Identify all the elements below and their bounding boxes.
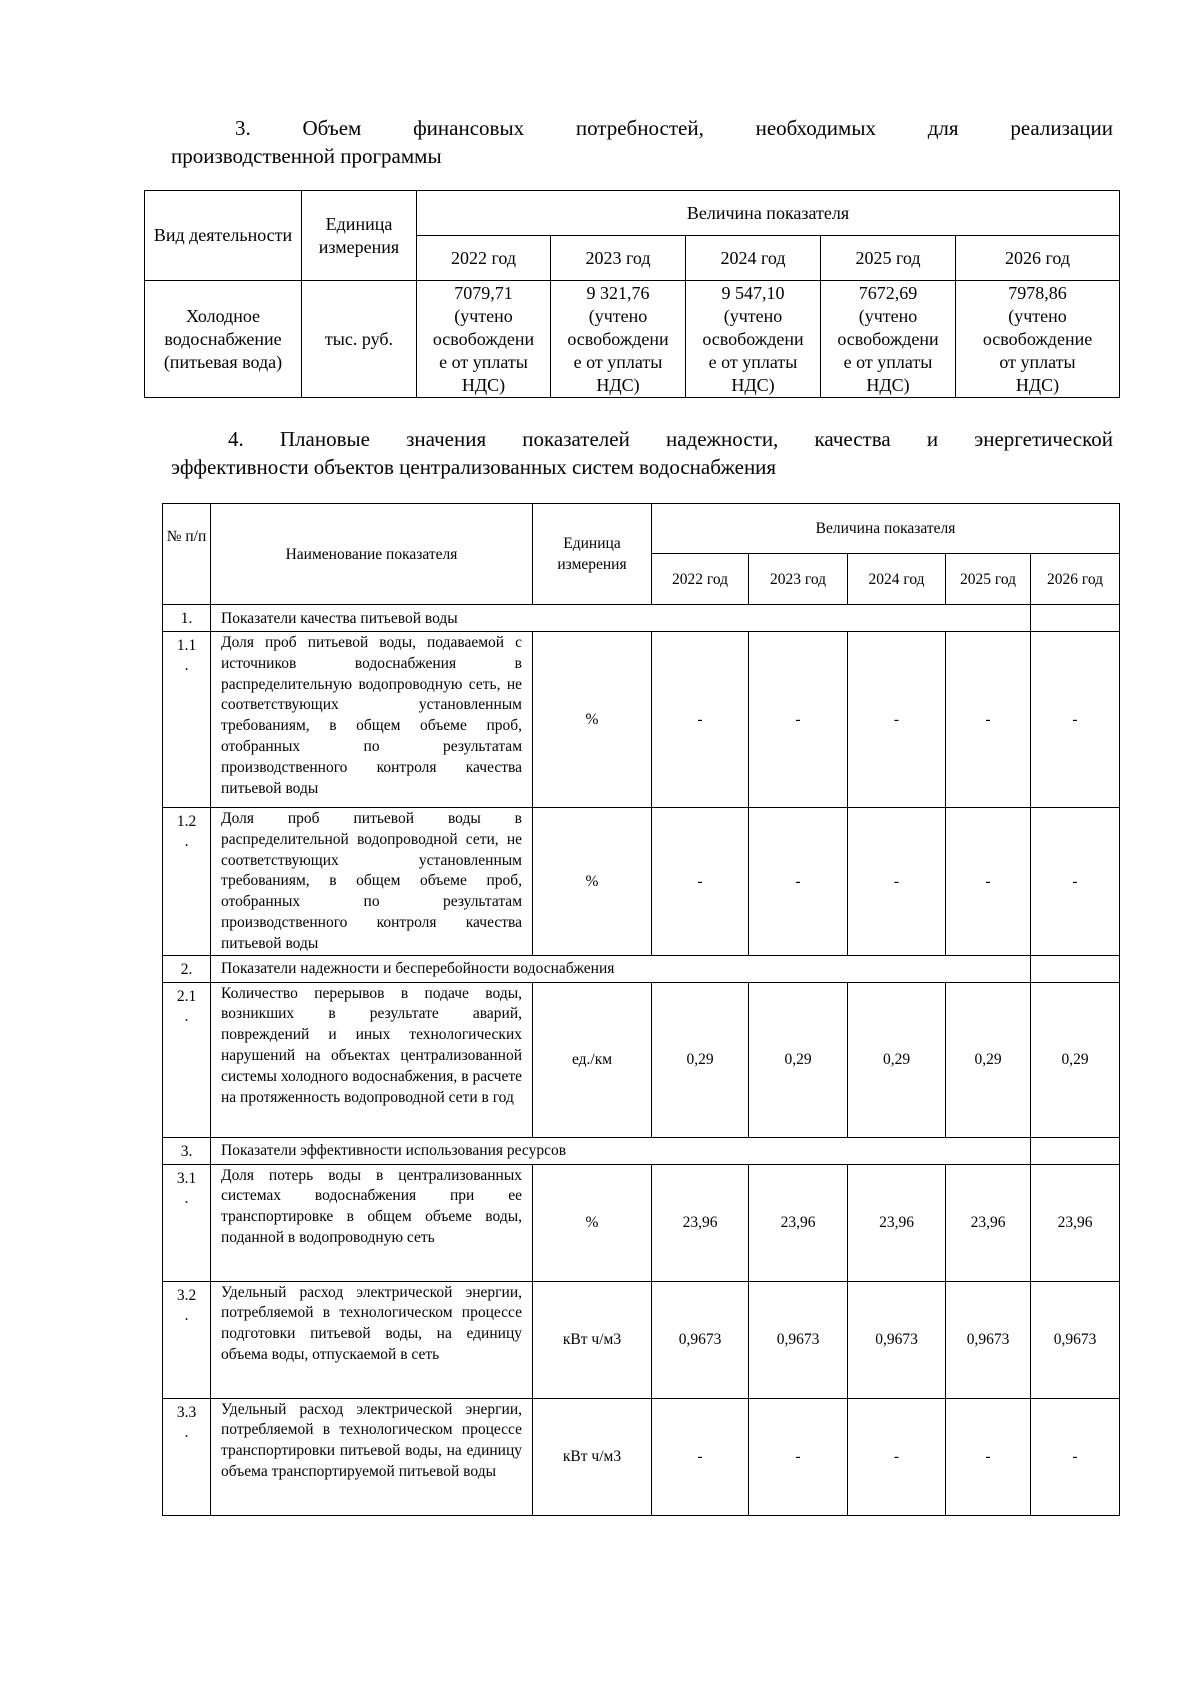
table-row [163,1281,1120,1398]
unit-cell: кВт ч/м3 [533,1281,652,1398]
indicator-name: Удельный расход электрической энергии, потребляемой в технологическом процессе транспортировки питьевой воды, на единицу объема транспортируемой питьевой воды [211,1398,533,1515]
section-title: Показатели надежности и бесперебойности водоснабжения [211,955,1031,982]
row-number: 1. [163,605,211,632]
heading-word: надежности, [665,427,779,451]
value-cell: 7672,69 (учтено освобождени е от уплаты НДС) [821,281,956,398]
unit-cell: % [533,1164,652,1281]
header-value: Величина показателя [652,504,1120,554]
section-3-heading [171,114,1113,170]
indicator-name: Доля потерь воды в централизованных системах водоснабжения при ее транспортировке в общем объеме воды, поданной в водопроводную сеть [211,1164,533,1281]
value-cell: 9 321,76 (учтено освобождени е от уплаты НДС) [551,281,686,398]
header-activity: Вид деятельности [145,191,302,281]
row-number: 1.2 . [163,808,211,956]
year-header: 2023 год [749,554,848,605]
value-cell: - [1031,808,1120,956]
financial-needs-table [144,190,1120,398]
value-cell: - [946,1398,1031,1515]
value-cell: - [1031,632,1120,808]
heading-word: и [926,427,939,451]
value-cell: - [652,632,749,808]
section-title: Показатели качества питьевой воды [211,605,1031,632]
year-header: 2022 год [417,236,551,281]
heading-word: для [927,116,959,140]
section-3-heading-line2: производственной программы [171,144,442,168]
row-number: 1.1 . [163,632,211,808]
year-header: 2022 год [652,554,749,605]
unit-cell: ед./км [533,982,652,1137]
row-number: 3.3 . [163,1398,211,1515]
unit-cell: % [533,808,652,956]
value-cell: 23,96 [1031,1164,1120,1281]
value-cell: 0,29 [848,982,946,1137]
section-3-heading-line1 [171,114,1113,142]
heading-word: значения [406,427,487,451]
year-header: 2026 год [956,236,1120,281]
value-cell: 0,9673 [848,1281,946,1398]
header-value: Величина показателя [417,191,1120,236]
table-row [163,982,1120,1137]
value-cell: - [848,808,946,956]
section-4-heading-line2: эффективности объектов централизованных систем водоснабжения [171,455,777,479]
year-header: 2026 год [1031,554,1120,605]
heading-word: потребностей, [575,116,704,140]
table-row [163,808,1120,956]
row-number: 2. [163,955,211,982]
header-unit: Единица измерения [533,504,652,605]
table-row [163,1164,1120,1281]
section-title: Показатели эффективности использования ресурсов [211,1137,1031,1164]
heading-word: 4. [228,427,244,451]
indicator-name: Количество перерывов в подаче воды, возникших в результате аварий, повреждений и иных технологических нарушений на объектах централизованной системы холодного водоснабжения, в расчете на протяженность водопроводной сети в год [211,982,533,1137]
empty-cell [1031,1137,1120,1164]
heading-word: показателей [522,427,630,451]
unit-cell: % [533,632,652,808]
value-cell: 7978,86 (учтено освобождение от уплаты НДС) [956,281,1120,398]
year-header: 2024 год [686,236,821,281]
value-cell: 23,96 [749,1164,848,1281]
value-cell: 7079,71 (учтено освобождени е от уплаты НДС) [417,281,551,398]
indicator-name: Доля проб питьевой воды, подаваемой с источников водоснабжения в распределительную водопроводную сеть, не соответствующих установленным требованиям, в общем объеме проб, отобранных по результатам производственного контроля качества питьевой воды [211,632,533,808]
value-cell: - [652,808,749,956]
value-cell: - [1031,1398,1120,1515]
value-cell: 0,29 [946,982,1031,1137]
year-header: 2025 год [821,236,956,281]
row-number: 3.1 . [163,1164,211,1281]
table-row [163,632,1120,808]
heading-word: необходимых [755,116,876,140]
table-row [163,1398,1120,1515]
year-header: 2023 год [551,236,686,281]
section-row [163,955,1120,982]
year-header: 2025 год [946,554,1031,605]
value-cell: 0,9673 [946,1281,1031,1398]
section-4-heading [171,425,1113,481]
value-cell: 9 547,10 (учтено освобождени е от уплаты НДС) [686,281,821,398]
heading-word: 3. [235,116,251,140]
heading-word: качества [814,427,891,451]
value-cell: 0,29 [1031,982,1120,1137]
section-row [163,605,1120,632]
empty-cell [1031,605,1120,632]
value-cell: - [946,808,1031,956]
header-unit: Единица измерения [302,191,417,281]
unit-cell: кВт ч/м3 [533,1398,652,1515]
value-cell: 23,96 [848,1164,946,1281]
section-row [163,1137,1120,1164]
value-cell: 0,29 [652,982,749,1137]
row-number: 2.1 . [163,982,211,1137]
value-cell: - [749,1398,848,1515]
value-cell: 0,9673 [1031,1281,1120,1398]
header-num: № п/п [163,504,211,605]
value-cell: 0,9673 [652,1281,749,1398]
indicator-name: Удельный расход электрической энергии, потребляемой в технологическом процессе подготовки питьевой воды, на единицу объема воды, отпускаемой в сеть [211,1281,533,1398]
indicator-name: Доля проб питьевой воды в распределительной водопроводной сети, не соответствующих установленным требованиям, в общем объеме проб, отобранных по результатам производственного контроля качества питьевой воды [211,808,533,956]
value-cell: 0,9673 [749,1281,848,1398]
value-cell: 0,29 [749,982,848,1137]
row-unit: тыс. руб. [302,281,417,398]
value-cell: - [848,1398,946,1515]
value-cell: 23,96 [946,1164,1031,1281]
row-number: 3. [163,1137,211,1164]
heading-word: Объем [302,116,362,140]
heading-word: реализации [1010,116,1113,140]
value-cell: - [652,1398,749,1515]
heading-word: энергетической [974,427,1113,451]
heading-word: Плановые [279,427,370,451]
value-cell: - [848,632,946,808]
row-number: 3.2 . [163,1281,211,1398]
indicators-table [162,503,1120,1516]
header-name: Наименование показателя [211,504,533,605]
value-cell: - [749,632,848,808]
year-header: 2024 год [848,554,946,605]
value-cell: - [749,808,848,956]
empty-cell [1031,955,1120,982]
heading-word: финансовых [413,116,525,140]
value-cell: 23,96 [652,1164,749,1281]
value-cell: - [946,632,1031,808]
row-activity: Холодное водоснабжение (питьевая вода) [145,281,302,398]
section-4-heading-line1 [171,425,1113,453]
